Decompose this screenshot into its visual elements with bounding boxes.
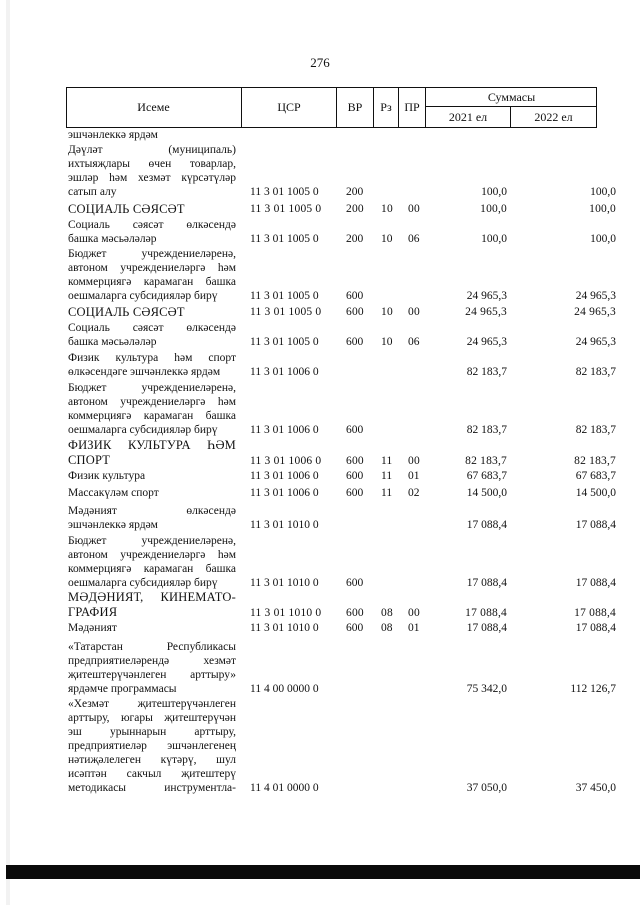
row-name-line: Мәдәният — [68, 622, 117, 634]
row-pr: 01 — [408, 622, 420, 634]
row-name-line: МӘДӘНИЯТ, КИНЕМАТО- — [68, 590, 236, 604]
row-sum-2021: 82 183,7 — [466, 424, 507, 436]
row-name-line: Физик культура һәм спорт — [68, 352, 236, 364]
row-sum-2021: 17 088,4 — [466, 577, 507, 589]
row-name-line: Физик культура — [68, 470, 146, 482]
row-name-line: Массакүләм спорт — [68, 487, 159, 499]
row-name — [68, 590, 236, 620]
scan-border-bar — [6, 865, 640, 879]
row-rz: 10 — [381, 203, 393, 215]
row-csr: 11 3 01 1005 0 — [250, 203, 322, 215]
table-row — [0, 697, 640, 795]
row-vr: 200 — [346, 233, 364, 245]
row-name — [68, 321, 236, 349]
table-row — [0, 381, 640, 437]
row-csr: 11 3 01 1010 0 — [250, 577, 319, 589]
row-csr: 11 3 01 1006 0 — [250, 424, 319, 436]
row-name-line: коммерциягә карамаган башка — [68, 410, 236, 422]
row-csr: 11 3 01 1005 0 — [250, 336, 319, 348]
row-csr: 11 3 01 1010 0 — [250, 519, 319, 531]
row-vr: 600 — [346, 487, 364, 499]
row-rz: 11 — [381, 455, 393, 467]
row-vr: 600 — [346, 306, 364, 318]
row-rz: 10 — [381, 306, 393, 318]
row-name-line: Бюджет учреждениеләренә, — [68, 382, 236, 394]
row-name-line: эшләр һәм хезмәт күрсәтүләр — [68, 172, 236, 184]
row-sum-2021: 100,0 — [480, 203, 507, 215]
row-name — [68, 438, 236, 468]
row-name-line: Дәүләт (муниципаль) — [68, 144, 236, 156]
row-name — [68, 621, 236, 635]
row-sum-2021: 75 342,0 — [466, 683, 507, 695]
row-name-line: СПОРТ — [68, 453, 111, 467]
row-name-line: эшчәнлеккә ярдәм — [68, 519, 158, 531]
row-name-line: оешмаларга субсидияләр бирү — [68, 424, 218, 436]
row-pr: 02 — [408, 487, 420, 499]
row-sum-2021: 100,0 — [481, 186, 507, 198]
table-row — [0, 143, 640, 199]
table-row — [0, 469, 640, 483]
row-csr: 11 3 01 1005 0 — [250, 233, 319, 245]
row-sum-2022: 14 500,0 — [575, 487, 616, 499]
row-vr: 600 — [346, 455, 364, 467]
row-name — [68, 640, 236, 696]
row-name-line: башка мәсьәләләр — [68, 336, 157, 348]
row-pr: 00 — [408, 203, 420, 215]
row-vr: 600 — [346, 577, 364, 589]
row-name-line: коммерциягә карамаган башка — [68, 563, 236, 575]
row-name-line: ихтыяҗлары өчен товарлар, — [68, 158, 236, 170]
row-name-line: ГРАФИЯ — [68, 605, 118, 619]
row-name-line: өлкәсендәге эшчәнлеккә ярдәм — [68, 366, 221, 378]
table-row — [0, 504, 640, 532]
row-name-line: «Хезмәт җитештерүчәнлеген — [68, 698, 236, 710]
table-row — [0, 200, 640, 216]
row-pr: 01 — [408, 470, 420, 482]
row-sum-2021: 100,0 — [481, 233, 507, 245]
row-name — [68, 351, 236, 379]
row-name-line: СОЦИАЛЬ СӘЯСӘТ — [68, 202, 185, 216]
row-name-line: методикасы инструментла- — [68, 782, 236, 794]
row-sum-2022: 17 088,4 — [575, 622, 616, 634]
row-name-line: сатып алу — [68, 186, 117, 198]
row-sum-2022: 17 088,4 — [574, 607, 616, 619]
table-row — [0, 534, 640, 590]
table-row — [0, 486, 640, 500]
row-name-line: исәптән сакчыл җитештерү — [68, 768, 236, 780]
row-csr: 11 3 01 1006 0 — [250, 487, 319, 499]
row-sum-2022: 24 965,3 — [574, 306, 616, 318]
row-sum-2022: 17 088,4 — [575, 519, 616, 531]
row-sum-2021: 67 683,7 — [466, 470, 507, 482]
row-name — [68, 247, 236, 303]
row-csr: 11 4 01 0000 0 — [250, 782, 319, 794]
row-name-line: ФИЗИК КУЛЬТУРА ҺӘМ — [68, 438, 236, 452]
row-sum-2022: 24 965,3 — [575, 290, 616, 302]
row-name-line: предприятиеләр эшчәнлегенең — [68, 740, 236, 752]
row-csr: 11 3 01 1006 0 — [250, 366, 319, 378]
row-name-line: «Татарстан Республикасы — [68, 641, 236, 653]
row-csr: 11 3 01 1010 0 — [250, 622, 319, 634]
row-name-line: нәтиҗәлелеген күтәрү, шул — [68, 754, 236, 766]
row-name-line: Мәдәният өлкәсендә — [68, 505, 236, 517]
row-sum-2022: 67 683,7 — [575, 470, 616, 482]
row-vr: 600 — [346, 607, 364, 619]
row-name — [68, 504, 236, 532]
row-sum-2021: 24 965,3 — [465, 306, 507, 318]
row-name-line: оешмаларга субсидияләр бирү — [68, 290, 218, 302]
row-name — [68, 697, 236, 795]
row-pr: 06 — [408, 233, 420, 245]
table-row — [0, 247, 640, 303]
row-name-line: коммерциягә карамаган башка — [68, 276, 236, 288]
row-sum-2022: 82 183,7 — [574, 455, 616, 467]
row-sum-2021: 24 965,3 — [466, 290, 507, 302]
row-name-line: Бюджет учреждениеләренә, — [68, 248, 236, 260]
row-csr: 11 4 00 0000 0 — [250, 683, 319, 695]
row-name — [68, 534, 236, 590]
row-csr: 11 3 01 1010 0 — [250, 607, 322, 619]
row-name-line: эш урыннарын арттыру, — [68, 726, 236, 738]
row-sum-2021: 37 050,0 — [466, 782, 507, 794]
row-sum-2021: 17 088,4 — [466, 519, 507, 531]
header-year-2022: 2022 ел — [534, 109, 573, 124]
row-csr: 11 3 01 1005 0 — [250, 186, 319, 198]
row-pr: 00 — [408, 607, 420, 619]
table-row — [0, 128, 640, 142]
row-sum-2022: 37 450,0 — [575, 782, 616, 794]
row-sum-2022: 82 183,7 — [575, 366, 616, 378]
row-name — [68, 486, 236, 500]
row-name-line: ярдәмче программасы — [68, 683, 177, 695]
row-sum-2021: 82 183,7 — [465, 455, 507, 467]
row-vr: 600 — [346, 424, 364, 436]
table-row — [0, 438, 640, 468]
header-csr: ЦСР — [242, 87, 337, 127]
row-name-line: автоном учреждениеләргә һәм — [68, 549, 236, 561]
header-sums: Суммасы — [487, 89, 536, 104]
row-sum-2021: 14 500,0 — [466, 487, 507, 499]
row-name — [68, 202, 236, 216]
row-rz: 08 — [381, 607, 393, 619]
row-rz: 11 — [381, 470, 393, 482]
row-rz: 11 — [381, 487, 393, 499]
row-sum-2021: 82 183,7 — [466, 366, 507, 378]
header-vr: ВР — [337, 87, 374, 127]
row-vr: 600 — [346, 470, 364, 482]
row-name — [68, 381, 236, 437]
row-sum-2022: 112 126,7 — [570, 683, 616, 695]
row-sum-2021: 17 088,4 — [465, 607, 507, 619]
row-name-line: автоном учреждениеләргә һәм — [68, 262, 236, 274]
table-row — [0, 351, 640, 379]
row-vr: 200 — [346, 186, 364, 198]
row-name-line: арттыру, югары җитештерүчән — [68, 712, 236, 724]
row-csr: 11 3 01 1005 0 — [250, 290, 319, 302]
row-vr: 600 — [346, 336, 364, 348]
row-sum-2022: 100,0 — [590, 186, 616, 198]
table-row — [0, 218, 640, 246]
header-year-2021: 2021 ел — [448, 109, 488, 124]
row-pr: 00 — [408, 306, 420, 318]
row-name — [68, 128, 236, 142]
row-vr: 600 — [346, 290, 364, 302]
row-name-line: Социаль сәясәт өлкәсендә — [68, 322, 236, 334]
row-sum-2022: 100,0 — [590, 233, 616, 245]
row-name-line: җитештерүчәнлеген арттыру» — [68, 669, 236, 681]
row-vr: 600 — [346, 622, 364, 634]
table-row — [0, 590, 640, 620]
header-rz: Рз — [374, 87, 399, 127]
header-name: Исеме — [66, 87, 242, 127]
row-rz: 08 — [381, 622, 393, 634]
row-pr: 06 — [408, 336, 420, 348]
row-name — [68, 218, 236, 246]
row-name-line: СОЦИАЛЬ СӘЯСӘТ — [68, 305, 185, 319]
row-rz: 10 — [381, 336, 393, 348]
row-name-line: Социаль сәясәт өлкәсендә — [68, 219, 236, 231]
row-name-line: автоном учреждениеләргә һәм — [68, 396, 236, 408]
row-name-line: предприятиеләрендә хезмәт — [68, 655, 236, 667]
row-sum-2022: 100,0 — [589, 203, 616, 215]
table-row — [0, 303, 640, 319]
page-number: 276 — [310, 55, 330, 70]
row-sum-2022: 24 965,3 — [575, 336, 616, 348]
row-name-line: оешмаларга субсидияләр бирү — [68, 577, 218, 589]
row-rz: 10 — [381, 233, 393, 245]
row-sum-2022: 82 183,7 — [575, 424, 616, 436]
row-csr: 11 3 01 1005 0 — [250, 306, 322, 318]
row-vr: 200 — [346, 203, 364, 215]
row-name — [68, 305, 236, 319]
row-csr: 11 3 01 1006 0 — [250, 455, 322, 467]
row-name — [68, 469, 236, 483]
row-sum-2021: 24 965,3 — [466, 336, 507, 348]
row-sum-2022: 17 088,4 — [575, 577, 616, 589]
table-row — [0, 621, 640, 635]
row-name-line: эшчәнлеккә ярдәм — [68, 129, 158, 141]
row-name — [68, 143, 236, 199]
row-sum-2021: 17 088,4 — [466, 622, 507, 634]
row-csr: 11 3 01 1006 0 — [250, 470, 319, 482]
row-name-line: Бюджет учреждениеләренә, — [68, 535, 236, 547]
table-row — [0, 321, 640, 349]
table-row — [0, 640, 640, 696]
row-pr: 00 — [408, 455, 420, 467]
header-pr: ПР — [399, 87, 426, 127]
row-name-line: башка мәсьәләләр — [68, 233, 157, 245]
